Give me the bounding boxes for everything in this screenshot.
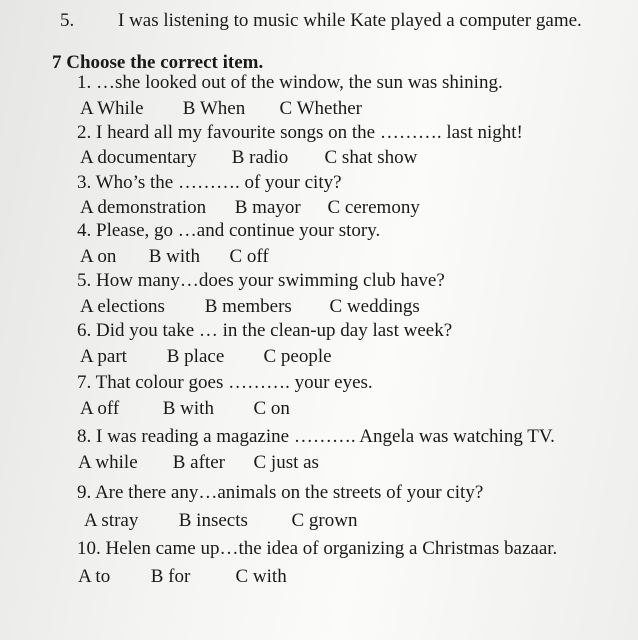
option-b: B When xyxy=(182,98,246,119)
option-b: B with xyxy=(148,246,200,267)
question-1: 1. …she looked out of the window, the sun was shining. xyxy=(77,72,503,93)
question-4-options xyxy=(80,246,269,268)
question-6-options xyxy=(80,346,332,368)
question-5: 5. How many…does your swimming club have? xyxy=(77,270,445,291)
option-c: C with xyxy=(235,566,287,587)
question-1-options xyxy=(80,98,362,120)
question-3-options xyxy=(80,197,420,219)
question-2-options xyxy=(80,147,417,169)
question-3: 3. Who’s the ………. of your city? xyxy=(77,172,342,193)
prev-item-number: 5. xyxy=(60,10,75,31)
question-10: 10. Helen came up…the idea of organizing a Christmas bazaar. xyxy=(77,538,558,559)
option-c: C grown xyxy=(291,510,358,531)
option-b: B for xyxy=(150,566,191,587)
option-c: C people xyxy=(263,346,332,367)
prev-item-text: I was listening to music while Kate played a computer game. xyxy=(118,10,582,31)
question-2: 2. I heard all my favourite songs on the ………. last night! xyxy=(77,122,523,143)
option-a: A While xyxy=(80,98,144,119)
question-10-options xyxy=(78,566,287,588)
question-9: 9. Are there any…animals on the streets of your city? xyxy=(77,482,484,503)
question-7-options xyxy=(80,398,290,420)
option-b: B radio xyxy=(231,147,289,168)
option-b: B mayor xyxy=(234,197,301,218)
option-c: C weddings xyxy=(329,296,420,317)
option-a: A stray xyxy=(84,510,139,531)
option-a: A to xyxy=(78,566,111,587)
option-a: A demonstration xyxy=(80,197,207,218)
option-a: A documentary xyxy=(80,147,197,168)
option-b: B with xyxy=(162,398,214,419)
option-c: C Whether xyxy=(279,98,362,119)
option-b: B insects xyxy=(178,510,248,531)
question-4: 4. Please, go …and continue your story. xyxy=(77,220,381,241)
question-8: 8. I was reading a magazine ………. Angela was watching TV. xyxy=(77,426,555,447)
option-c: C shat show xyxy=(324,147,418,168)
option-b: B members xyxy=(204,296,292,317)
option-c: C off xyxy=(229,246,269,267)
option-c: C on xyxy=(253,398,290,419)
option-a: A while xyxy=(78,452,138,473)
section-title: 7 Choose the correct item. xyxy=(52,52,264,73)
option-b: B place xyxy=(166,346,225,367)
option-a: A on xyxy=(80,246,117,267)
question-5-options xyxy=(80,296,420,318)
option-a: A off xyxy=(80,398,120,419)
question-6: 6. Did you take … in the clean-up day last week? xyxy=(77,320,453,341)
option-c: C just as xyxy=(253,452,319,473)
option-b: B after xyxy=(172,452,225,473)
question-7: 7. That colour goes ………. your eyes. xyxy=(77,372,373,393)
option-a: A elections xyxy=(80,296,165,317)
option-a: A part xyxy=(80,346,127,367)
question-9-options xyxy=(84,510,357,532)
option-c: C ceremony xyxy=(327,197,420,218)
question-8-options xyxy=(78,452,319,474)
